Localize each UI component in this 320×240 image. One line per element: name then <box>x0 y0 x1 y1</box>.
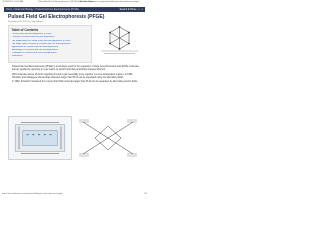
content-bullets <box>8 66 141 85</box>
print-url-footer: https://microbenotes.com/pulsed-field-gel-electrophoresis-pfge/ <box>2 193 64 195</box>
toc-item[interactable]: Principle of Pulsed Field Gel Electrophoresis <box>11 36 55 39</box>
toc-item[interactable]: The Modification of Pulsed Field Gel Electrophoresis (PFGE) <box>11 39 71 42</box>
browser-footer <box>2 193 147 195</box>
content-bullet: • DNA molecules above 15-20 kb migrating through a gel essentially move together in a size-independent manner. In 1984, Schwartz and colleagues showed that molecules larger than 50 kb can be separated using two alternating fields. <box>12 74 141 81</box>
toc-item[interactable]: Applications of Pulsed Field Gel Electrophoresis <box>11 45 59 48</box>
pfge-figure <box>8 116 141 160</box>
page-title: Pulsed Field Gel Electrophoresis (PFGE) <box>8 14 105 20</box>
print-datetime: 11/28/2022, 10:26 AM <box>2 1 24 3</box>
toc-title: Table of Contents <box>11 27 39 32</box>
search-home-label: Search & Home <box>119 8 137 11</box>
print-url: https://microbenotes.com/pulsed-field-gel-electrophoresis-pfge/ <box>78 1 140 3</box>
pfge-apparatus-illustration <box>8 116 72 160</box>
site-topbar <box>4 7 145 12</box>
browser-header <box>0 0 149 6</box>
print-page-number: 1/4 <box>143 193 147 195</box>
pfge-hexagon-diagram <box>96 24 143 57</box>
article-meta: September 28, 2022 by Sagar Aryal <box>8 20 43 23</box>
print-page-title: Pulsed Field Gel Electrophoresis (PFGE) - Microbe Notes <box>38 1 94 3</box>
toc-item[interactable]: Pulsed Field Gel Electrophoresis (PFGE) <box>11 33 52 36</box>
pfge-field-diagram <box>75 116 141 160</box>
breadcrumb[interactable]: Home › Molecular Biology › Pulsed Field Gel Electrophoresis (PFGE) <box>6 8 79 11</box>
content-bullet: • Pulsed Field Gel Electrophoresis (PFGE) is a technique used for the separation of large deoxyribonucleic acid (DNA) molecules that are applied by opposing to a gel matrix an electric field that periodically changes direction. <box>12 66 141 73</box>
toc-item[interactable]: References <box>11 55 23 58</box>
toc-item[interactable]: Advantages of Pulsed Field Gel Electrophoresis <box>11 48 58 51</box>
table-of-contents <box>8 25 92 63</box>
search-icon: ⌕ <box>138 7 140 11</box>
article-body <box>8 66 141 86</box>
toc-item[interactable]: The Major Steps Involved in Pulsed Field Gel Electrophoresis <box>11 42 71 45</box>
toc-list <box>12 33 89 58</box>
content-bullet: • In 1982, Schwartz introduced the concept that DNA molecules larger than 50 kb can be separated by alternating electric fields. <box>12 81 141 84</box>
search-home-button[interactable] <box>120 8 143 11</box>
toc-item[interactable]: Limitations of Pulsed Field Gel Electrophoresis <box>11 52 57 55</box>
home-icon: ⌂ <box>141 7 143 11</box>
